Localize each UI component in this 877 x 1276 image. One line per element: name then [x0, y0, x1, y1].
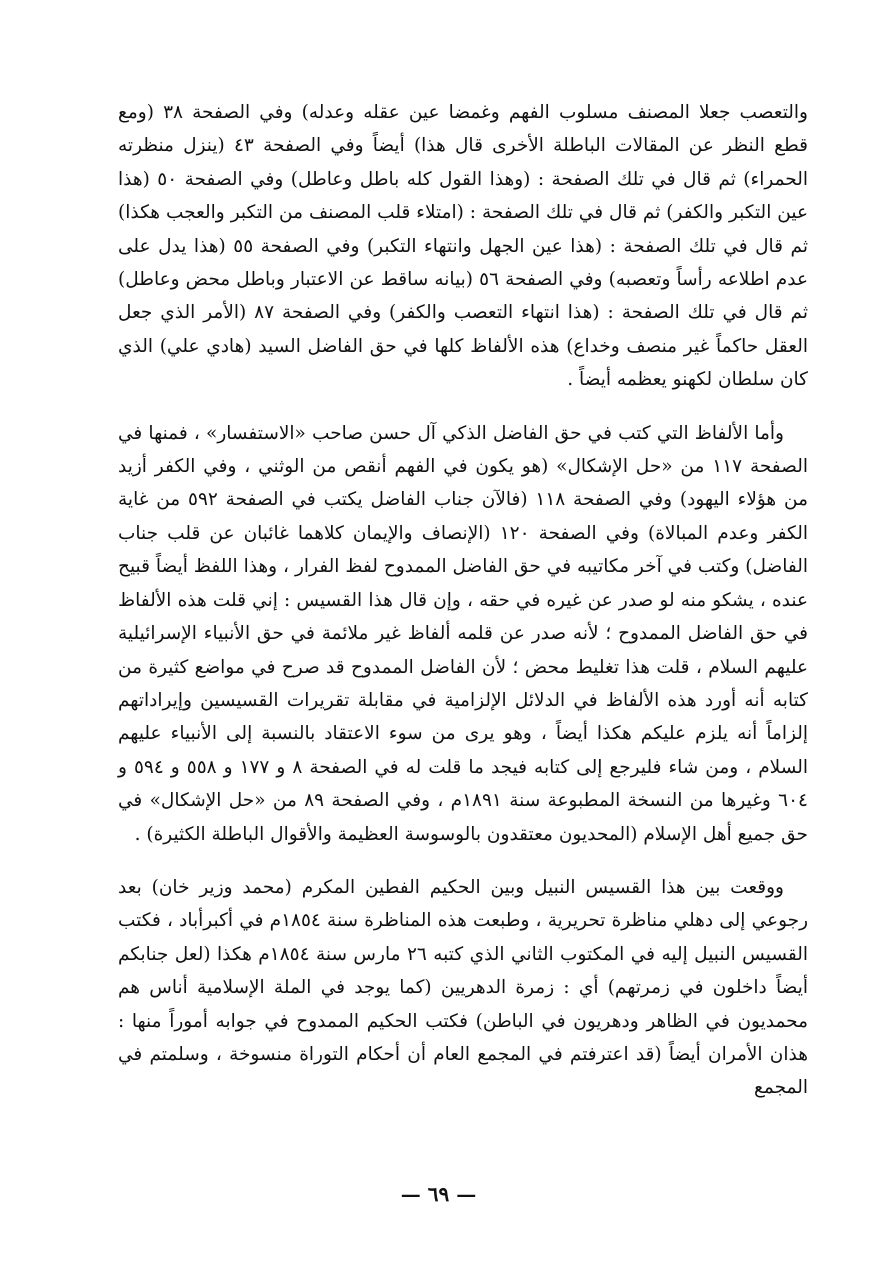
paragraph-gap: [118, 397, 808, 417]
page-body: [118, 96, 808, 1105]
paragraph-3: ووقعت بين هذا القسيس النبيل وبين الحكيم الفطين المكرم (محمد وزير خان) بعد رجوعي إلى دهلي مناظرة تحريرية ، وطبعت هذه المناظرة سنة ١٨٥٤م في أكبرأباد ، فكتب القسيس النبيل إليه في المكتوب الثاني الذي كتبه ٢٦ مارس سنة ١٨٥٤م هكذا (لعل جنابكم أيضاً داخلون في زمرتهم) أي : زمرة الدهريين (كما يوجد في الملة الإسلامية أناس هم محمديون في الظاهر ودهريون في الباطن) فكتب الحكيم الممدوح في جوابه أموراً منها : هذان الأمران أيضاً (قد اعترفتم في المجمع العام أن أحكام التوراة منسوخة ، وسلمتم في المجمع: [118, 876, 808, 1099]
paragraph-1: والتعصب جعلا المصنف مسلوب الفهم وغمضا عين عقله وعدله) وفي الصفحة ٣٨ (ومع قطع النظر عن المقالات الباطلة الأخرى قال هذا) أيضاً وفي الصفحة ٤٣ (ينزل منظرته الحمراء) ثم قال في تلك الصفحة : (وهذا القول كله باطل وعاطل) وفي الصفحة ٥٠ (هذا عين التكبر والكفر) ثم قال في تلك الصفحة : (امتلاء قلب المصنف من التكبر والعجب هكذا) ثم قال في تلك الصفحة : (هذا عين الجهل وانتهاء التكبر) وفي الصفحة ٥٥ (هذا يدل على عدم اطلاعه رأساً وتعصبه) وفي الصفحة ٥٦ (بيانه ساقط عن الاعتبار وباطل محض وعاطل) ثم قال في تلك الصفحة : (هذا انتهاء التعصب والكفر) وفي الصفحة ٨٧ (الأمر الذي جعل العقل حاكماً غير منصف وخداع) هذه الألفاظ كلها في حق الفاضل السيد (هادي علي) الذي كان سلطان لكهنو يعظمه أيضاً .: [118, 102, 808, 391]
paragraph-2: وأما الألفاظ التي كتب في حق الفاضل الذكي آل حسن صاحب «الاستفسار» ، فمنها في الصفحة ١١٧ من «حل الإشكال» (هو يكون في الفهم أنقص من الوثني ، وفي الكفر أزيد من هؤلاء اليهود) وفي الصفحة ١١٨ (فالآن جناب الفاضل يكتب في الصفحة ٥٩٢ من غاية الكفر وعدم المبالاة) وفي الصفحة ١٢٠ (الإنصاف والإيمان كلاهما غائبان عن قلب جناب الفاضل) وكتب في آخر مكاتيبه في حق الفاضل الممدوح لفظ الفرار ، وهذا اللفظ أيضاً قبيح عنده ، يشكو منه لو صدر عن غيره في حقه ، وإن قال هذا القسيس : إني قلت هذه الألفاظ في حق الفاضل الممدوح ؛ لأنه صدر عن قلمه ألفاظ غير ملائمة في حق الأنبياء الإسرائيلية عليهم السلام ، قلت هذا تغليط محض ؛ لأن الفاضل الممدوح قد صرح في مواضع كثيرة من كتابه أنه أورد هذه الألفاظ في الدلائل الإلزامية في مقابلة تقريرات القسيسين وإيراداتهم إلزاماً أنه يلزم عليكم هكذا أيضاً ، وهو يرى من سوء الاعتقاد بالنسبة إلى الأنبياء عليهم السلام ، ومن شاء فليرجع إلى كتابه فيجد ما قلت له في الصفحة ٨ و ١٧٧ و ٥٥٨ و ٥٩٤ و ٦٠٤ وغيرها من النسخة المطبوعة سنة ١٨٩١م ، وفي الصفحة ٨٩ من «حل الإشكال» في حق جميع أهل الإسلام (المحديون معتقدون بالوسوسة العظيمة والأقوال الباطلة الكثيرة) .: [118, 422, 809, 845]
paragraph-gap: [118, 851, 808, 871]
page-number: — ٦٩ —: [400, 1182, 477, 1206]
